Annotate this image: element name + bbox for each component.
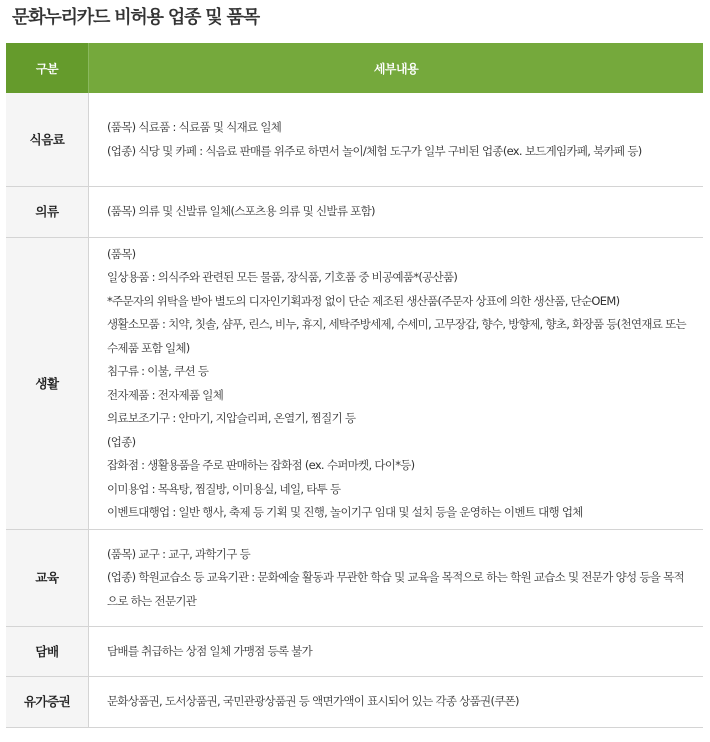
detail-line: 이미용업 : 목욕탕, 찜질방, 이미용실, 네일, 타투 등 [107, 481, 341, 496]
restriction-table [6, 43, 703, 728]
header-category: 구분 [6, 43, 89, 93]
details-cell [89, 187, 704, 238]
detail-line: *주문자의 위탁을 받아 별도의 디자인기획과정 없이 단순 제조된 생산품(주문자 상표에 의한 생산품, 단순OEM) [107, 293, 620, 308]
details-cell [89, 238, 704, 530]
detail-line: (품목) [107, 246, 136, 261]
detail-line: (업종) 학원교습소 등 교육기관 : 문화예술 활동과 무관한 학습 및 교육을 목적으로 하는 학원 교습소 및 전문가 양성 등을 목적으로 하는 전문기관 [107, 570, 684, 608]
page-title: 문화누리카드 비허용 업종 및 품목 [12, 7, 259, 28]
table-row-securities [6, 677, 703, 728]
details-cell [89, 93, 704, 187]
details-cell [89, 627, 704, 677]
detail-line: (업종) [107, 434, 136, 449]
category-cell: 의류 [6, 187, 89, 238]
detail-line: 생활소모품 : 치약, 칫솔, 샴푸, 린스, 비누, 휴지, 세탁주방세제, 수세미, 고무장갑, 향수, 방향제, 향초, 화장품 등(천연재료 또는 수제품 포함 일체) [107, 317, 686, 355]
category-cell: 생활 [6, 238, 89, 530]
detail-line: 의료보조기구 : 안마기, 지압슬리퍼, 온열기, 찜질기 등 [107, 411, 356, 425]
detail-line: (품목) 식료품 : 식료품 및 식재료 일체 [107, 120, 282, 134]
table-row-living [6, 238, 703, 530]
table-row-food [6, 93, 703, 187]
detail-line: 이벤트대행업 : 일반 행사, 축제 등 기획 및 진행, 놀이기구 임대 및 설치 등을 운영하는 이벤트 대행 업체 [107, 505, 583, 519]
detail-line: 문화상품권, 도서상품권, 국민관광상품권 등 액면가액이 표시되어 있는 각종 상품권(쿠폰) [107, 694, 519, 709]
category-cell: 식음료 [6, 93, 89, 187]
table-header-row [6, 43, 703, 93]
details-cell [89, 677, 704, 728]
detail-line: 일상용품 : 의식주와 관련된 모든 물품, 장식품, 기호품 중 비공예품*(공산품) [107, 270, 458, 284]
table-row-education [6, 530, 703, 627]
detail-line: (품목) 교구 : 교구, 과학기구 등 [107, 546, 250, 561]
detail-line: 침구류 : 이불, 쿠션 등 [107, 364, 209, 378]
table-row-clothing [6, 187, 703, 238]
details-cell [89, 530, 704, 627]
header-details: 세부내용 [89, 43, 704, 93]
category-cell: 담배 [6, 627, 89, 677]
detail-line: 담배를 취급하는 상점 일체 가맹점 등록 불가 [107, 643, 313, 658]
detail-line: 전자제품 : 전자제품 일체 [107, 387, 224, 402]
detail-line: (품목) 의류 및 신발류 일체(스포츠용 의류 및 신발류 포함) [107, 204, 375, 219]
detail-line: (업종) 식당 및 카페 : 식음료 판매를 위주로 하면서 놀이/체험 도구가 일부 구비된 업종(ex. 보드게임카페, 북카페 등) [107, 143, 642, 158]
detail-line: 잡화점 : 생활용품을 주로 판매하는 잡화점 (ex. 수퍼마켓, 다이*등) [107, 458, 415, 472]
table-row-tobacco [6, 627, 703, 677]
category-cell: 유가증권 [6, 677, 89, 728]
category-cell: 교육 [6, 530, 89, 627]
